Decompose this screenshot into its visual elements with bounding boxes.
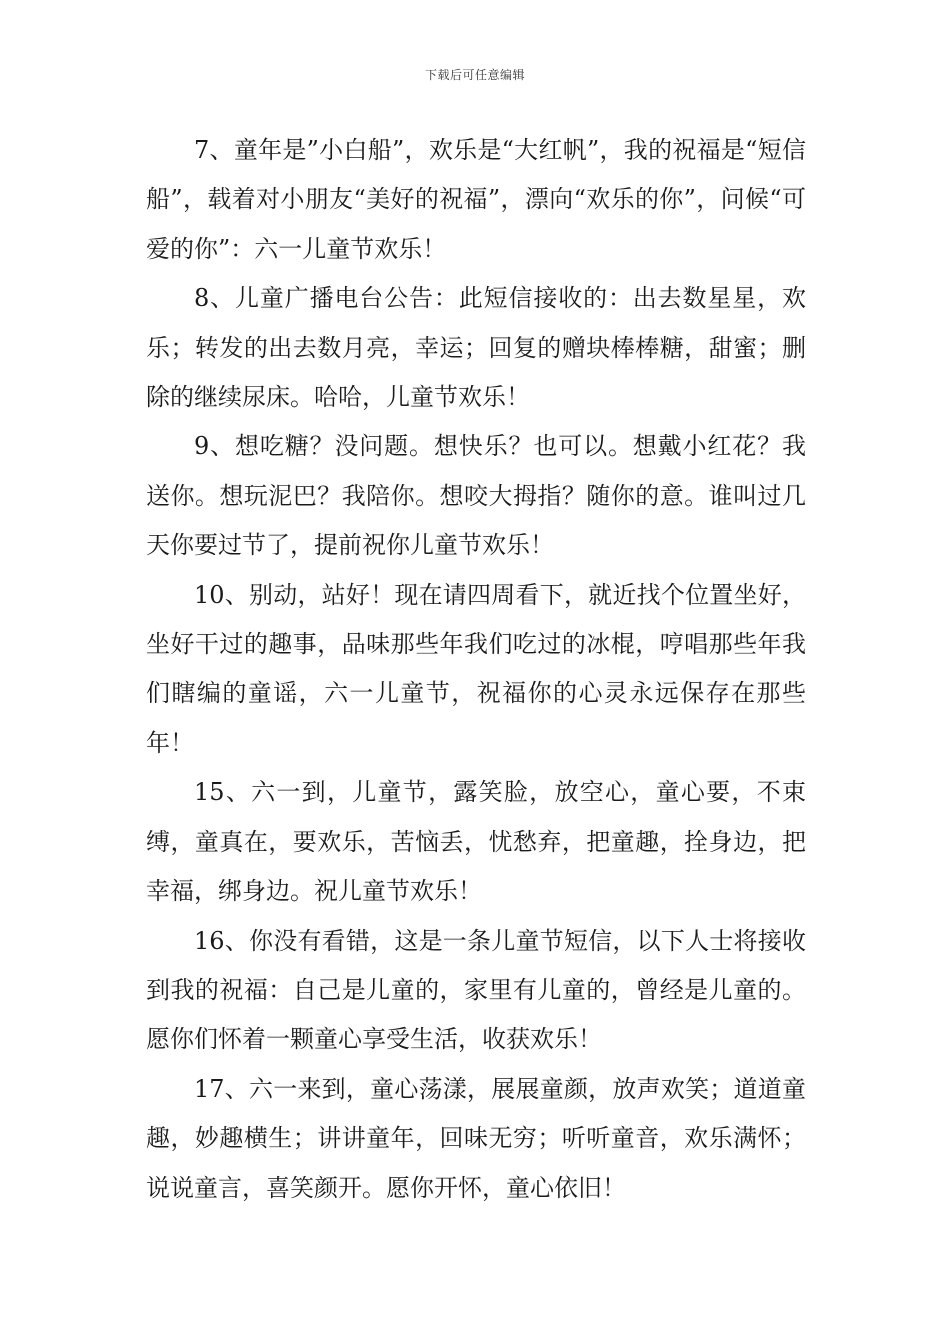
paragraph-7: 7、童年是”小白船”，欢乐是“大红帆”，我的祝福是“短信船”，载着对小朋友“美好的祝福”，漂向“欢乐的你”，问候“可爱的你”：六一儿童节欢乐！ [146, 136, 806, 263]
paragraph-9: 9、想吃糖？没问题。想快乐？也可以。想戴小红花？我送你。想玩泥巴？我陪你。想咬大拇指？随你的意。谁叫过几天你要过节了，提前祝你儿童节欢乐！ [146, 432, 806, 560]
document-body [146, 126, 806, 1213]
page-header: 下载后可任意编辑 [424, 68, 525, 82]
paragraph-17: 17、六一来到，童心荡漾，展展童颜，放声欢笑；道道童趣，妙趣横生；讲讲童年，回味无穷；听听童音，欢乐满怀；说说童言，喜笑颜开。愿你开怀，童心依旧！ [146, 1074, 806, 1202]
paragraph-10: 10、别动，站好！现在请四周看下，就近找个位置坐好，坐好干过的趣事，品味那些年我们吃过的冰棍，哼唱那些年我们瞎编的童谣，六一儿童节，祝福你的心灵永远保存在那些年！ [146, 580, 806, 757]
paragraph-15: 15、六一到，儿童节，露笑脸，放空心，童心要，不束缚，童真在，要欢乐，苦恼丢，忧愁弃，把童趣，拴身边，把幸福，绑身边。祝儿童节欢乐！ [146, 778, 806, 906]
paragraph-16: 16、你没有看错，这是一条儿童节短信，以下人士将接收到我的祝福：自己是儿童的，家里有儿童的，曾经是儿童的。愿你们怀着一颗童心享受生活，收获欢乐！ [146, 926, 806, 1054]
paragraph-8: 8、儿童广播电台公告：此短信接收的：出去数星星，欢乐；转发的出去数月亮，幸运；回复的赠块棒棒糖，甜蜜；删除的继续尿床。哈哈，儿童节欢乐！ [146, 284, 806, 412]
